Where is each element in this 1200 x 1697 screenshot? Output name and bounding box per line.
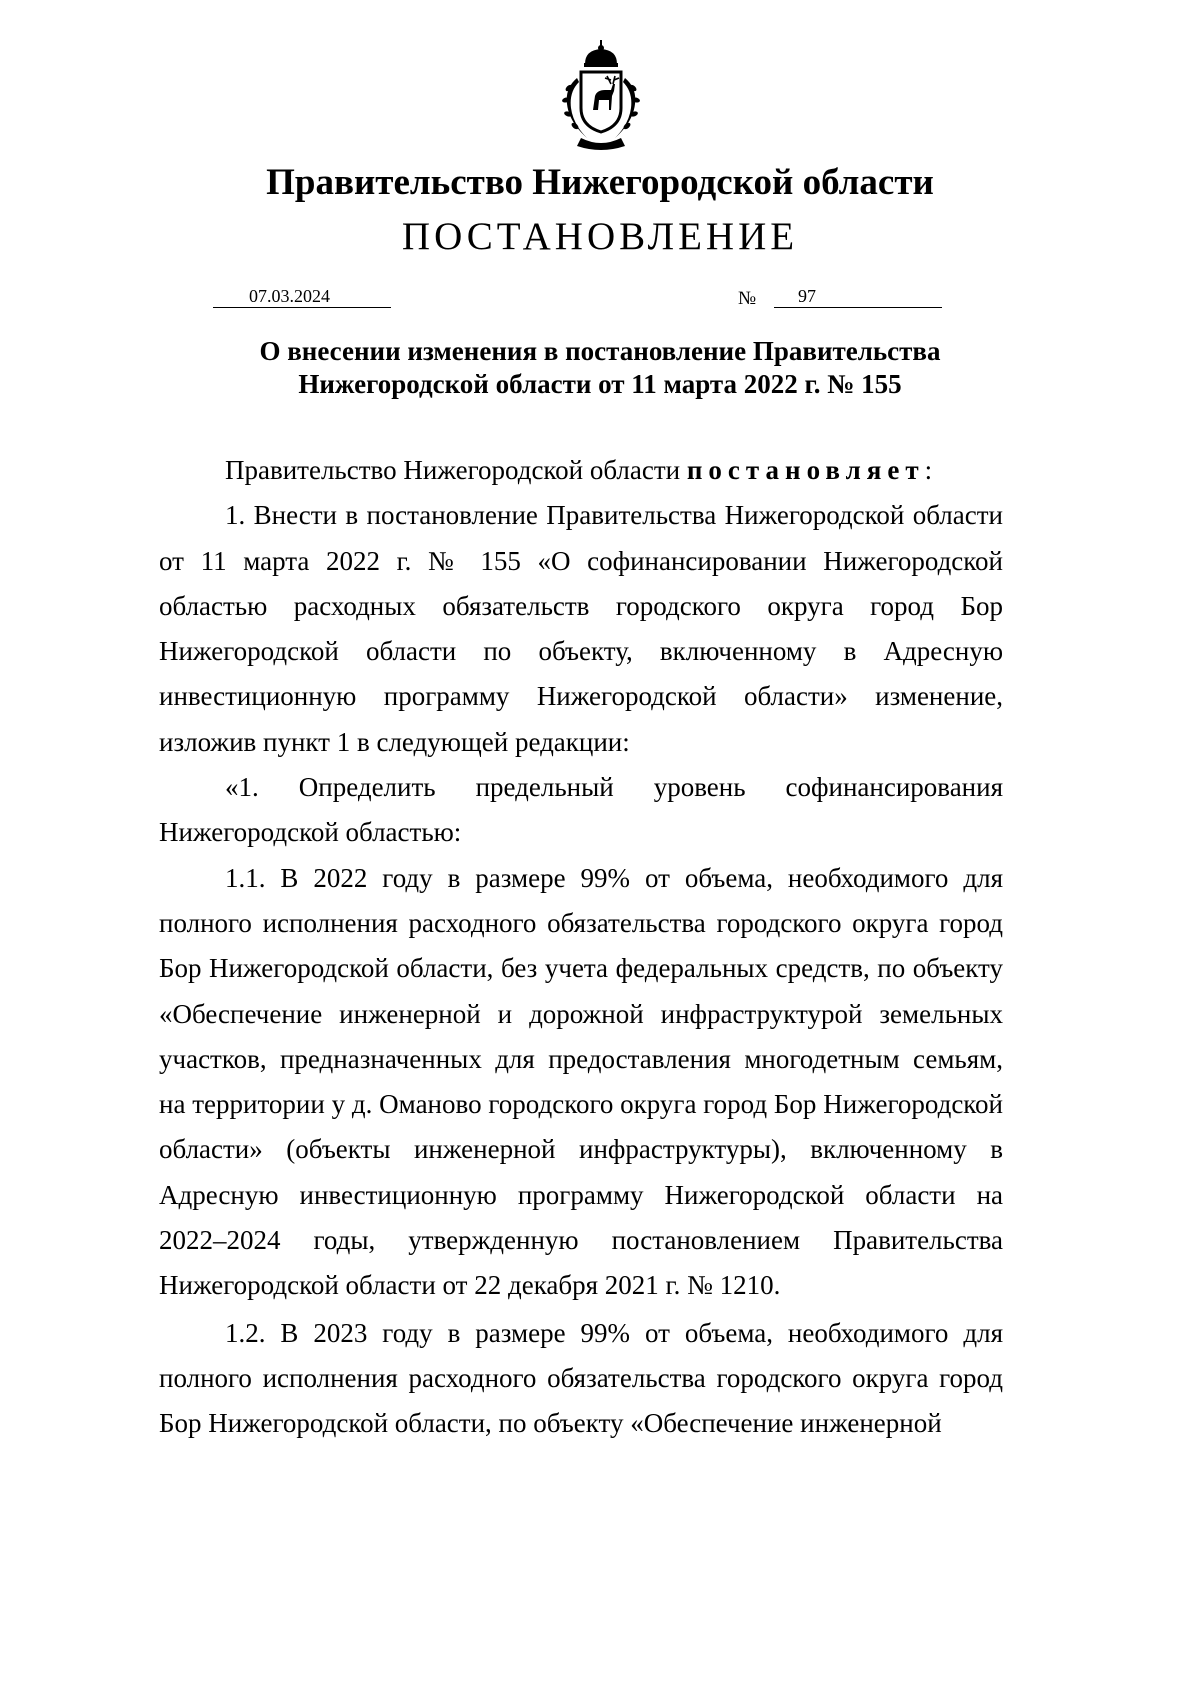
- coat-of-arms-icon: [541, 38, 661, 158]
- preamble: [159, 448, 1003, 493]
- document-date: [213, 283, 391, 308]
- document-number: [774, 283, 942, 308]
- document-number-value: 97: [798, 286, 816, 306]
- preamble-verb: постановляет: [686, 455, 925, 485]
- document-subject: [150, 335, 1050, 401]
- paragraph-2: «1. Определить предельный уровень софинансирования Нижегородской областью:: [159, 772, 1003, 848]
- organization-title: Правительство Нижегородской области: [266, 162, 934, 203]
- number-sign: №: [738, 288, 757, 309]
- document-type: ПОСТАНОВЛЕНИЕ: [401, 215, 799, 258]
- preamble-text: Правительство Нижегородской области: [225, 455, 681, 485]
- preamble-end: :: [924, 455, 933, 485]
- paragraph-1-2: 1.2. В 2023 году в размере 99% от объема, необходимого для полного исполнения расходного обязательства городского округа город Бор Нижегородской области, по объекту «Обеспечение инженерной: [159, 1317, 1003, 1439]
- subject-line-1: О внесении изменения в постановление Правительства: [259, 336, 941, 366]
- paragraph-1-1: 1.1. В 2022 году в размере 99% от объема, необходимого для полного исполнения расходного обязательства городского округа город Бор Нижегородской области, без учета федеральных средств, по объекту «Обеспечение инженерной и дорожной инфраструктурой земельных участков, предназначенных для предоставления многодетным семьям, на территории у д. Оманово городского округа город Бор Нижегородской области» (объекты инженерной инфраструктуры), включенному в Адресную инвестиционную программу Нижегородской области на 2022–2024 годы, утвержденную постановлением Правительства Нижегородской области от 22 декабря 2021 г. № 1210.: [159, 862, 1003, 1301]
- document-body: [159, 448, 1003, 1447]
- document-date-value: 07.03.2024: [249, 286, 330, 306]
- paragraph-1: 1. Внести в постановление Правительства Нижегородской области от 11 марта 2022 г. № 155 «О софинансировании Нижегородской областью расходных обязательств городского округа город Бор Нижегородской области по объекту, включенному в Адресную инвестиционную программу Нижегородской области» изменение, изложив пункт 1 в следующей редакции:: [159, 500, 1003, 757]
- subject-line-2: Нижегородской области от 11 марта 2022 г. № 155: [298, 369, 902, 399]
